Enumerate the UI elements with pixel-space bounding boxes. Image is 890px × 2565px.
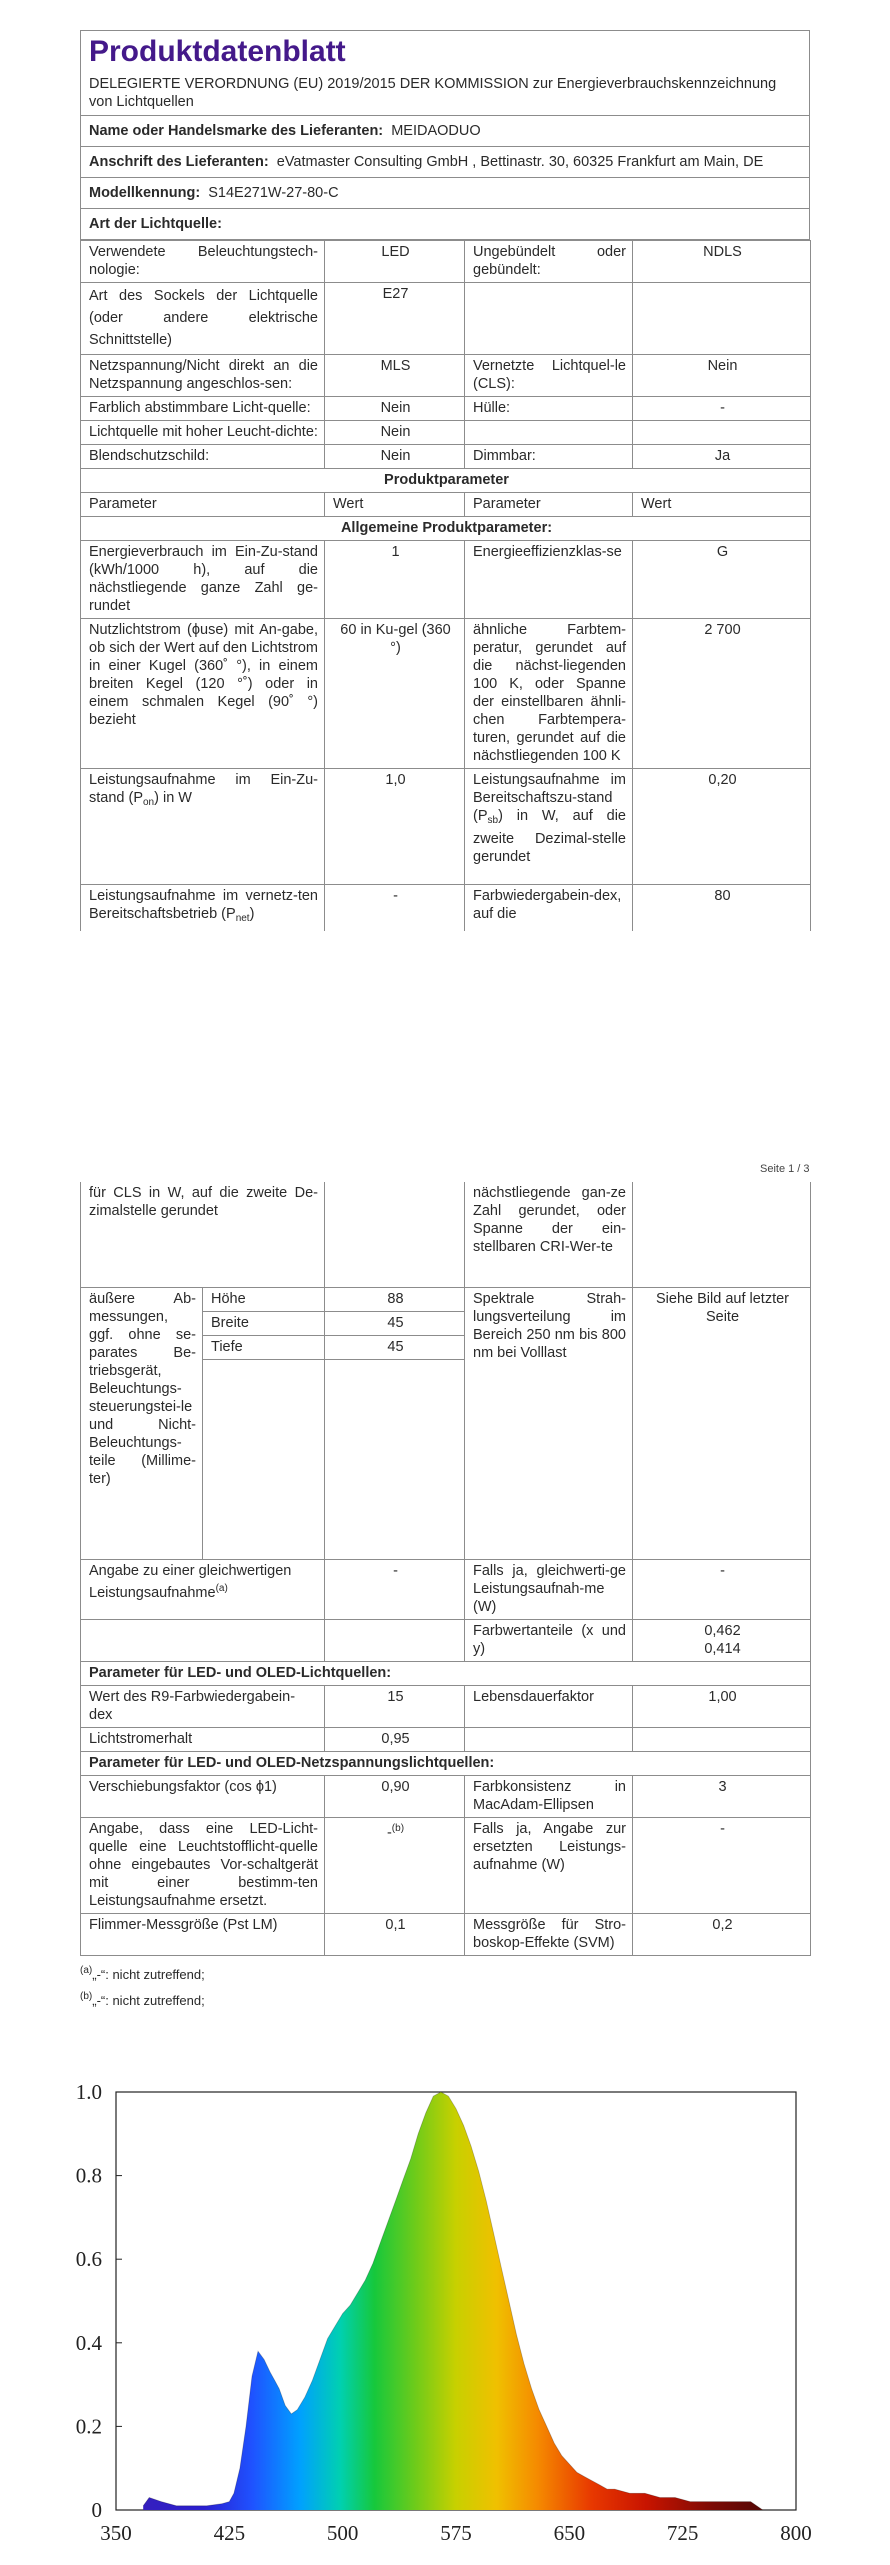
empty-cell (633, 1182, 811, 1288)
chromaticity-y: 0,414 (704, 1641, 741, 1657)
spectrum-chart-svg (60, 2070, 820, 2560)
width-label: Breite (203, 1312, 325, 1336)
model-row (81, 178, 810, 209)
networked-standby-label (81, 885, 325, 932)
supplier-name-row (81, 116, 810, 147)
tech-value: LED (325, 241, 465, 283)
replacement-claim-value (325, 1818, 465, 1914)
standby-power-value: 0,20 (633, 769, 811, 885)
networked-standby-unit: ) (249, 906, 255, 922)
spectrum-area (143, 2092, 763, 2510)
power-factor-label: Verschiebungsfaktor (cos ϕ1) (81, 1776, 325, 1818)
depth-label: Tiefe (203, 1336, 325, 1360)
dimmable-label: Dimmbar: (465, 445, 633, 469)
light-source-table (80, 240, 811, 931)
supplier-address-label: Anschrift des Lieferanten: (89, 154, 269, 170)
equivalent-power-w-value: - (633, 1560, 811, 1620)
led-params-title: Parameter für LED- und OLED-Lichtquellen: (81, 1662, 811, 1686)
empty-cell (325, 1360, 465, 1560)
dimensions-label: äußere Ab-messungen, ggf. ohne se-parates Be-triebsgerät, Beleuchtungs-steuerungstei-le und Nicht-Beleuchtungs-teile (Millime-ter) (81, 1288, 203, 1560)
page-title: Produktdatenblatt (81, 31, 810, 72)
footnote-b-ref: (b) (391, 1823, 405, 1834)
lumen-maintenance-value: 0,95 (325, 1728, 465, 1752)
footnote-a-mark: (a) (80, 1965, 93, 1976)
height-label: Höhe (203, 1288, 325, 1312)
chromaticity-label: Farbwertanteile (x und y) (465, 1620, 633, 1662)
efficiency-class-label: Energieeffizienzklas-se (465, 541, 633, 619)
col-header-parameter: Parameter (81, 493, 325, 517)
cri-label-cont: nächstliegende gan-ze Zahl gerundet, oder Spanne der ein-stellbaren CRI-Wer-te (465, 1182, 633, 1288)
regulation-text: DELEGIERTE VERORDNUNG (EU) 2019/2015 DER KOMMISSION zur Energieverbrauchskennzeichnung von Lichtquellen (81, 71, 810, 116)
standby-power-label (465, 769, 633, 885)
empty-cell (465, 1728, 633, 1752)
chart-marks (143, 2092, 763, 2510)
directional-value: NDLS (633, 241, 811, 283)
networked-standby-text: Leistungsaufnahme im vernetz-ten Bereitschaftsbetrieb (P (89, 888, 318, 922)
stroboscopic-metric-label: Messgröße für Stro-boskop-Effekte (SVM) (465, 1914, 633, 1956)
x-tick-label: 725 (666, 2521, 699, 2545)
replaced-power-value: - (633, 1818, 811, 1914)
datasheet-page-2 (80, 1182, 810, 2012)
spectrum-chart (60, 2070, 820, 2560)
empty-cell (633, 1728, 811, 1752)
mains-label: Netzspannung/Nicht direkt an die Netzspannung angeschlos-sen: (81, 355, 325, 397)
empty-cell (81, 1620, 325, 1662)
energy-consumption-label: Energieverbrauch im Ein-Zu-stand (kWh/1000 h), auf die nächstliegende ganze Zahl ge-rundet (81, 541, 325, 619)
x-tick-label: 500 (326, 2521, 359, 2545)
col-header-parameter: Parameter (465, 493, 633, 517)
replaced-power-label: Falls ja, Angabe zur ersetzten Leistungs-aufnahme (W) (465, 1818, 633, 1914)
x-tick-label: 350 (100, 2521, 132, 2545)
envelope-value: - (633, 397, 811, 421)
spectral-distribution-value: Siehe Bild auf letzter Seite (633, 1288, 811, 1560)
supplier-address-row (81, 147, 810, 178)
cct-value: 2 700 (633, 619, 811, 769)
standby-power-unit: ) in W, auf die zweite Dezimal-stelle gerundet (473, 808, 626, 865)
lumen-maintenance-label: Lichtstromerhalt (81, 1728, 325, 1752)
colour-consistency-value: 3 (633, 1776, 811, 1818)
footnotes (80, 1960, 810, 2012)
col-header-value: Wert (633, 493, 811, 517)
page-number: Seite 1 / 3 (760, 1163, 810, 1175)
flicker-metric-label: Flimmer-Messgröße (Pst LM) (81, 1914, 325, 1956)
x-tick-label: 425 (213, 2521, 246, 2545)
supplier-name-label: Name oder Handelsmarke des Lieferanten: (89, 123, 384, 139)
socket-value: E27 (325, 283, 465, 355)
empty-cell (465, 283, 633, 355)
y-tick-label: 0.2 (75, 2414, 102, 2439)
y-tick-label: 0.8 (75, 2163, 102, 2188)
mains-value: MLS (325, 355, 465, 397)
r9-label: Wert des R9-Farbwiedergabein-dex (81, 1686, 325, 1728)
footnote-b (80, 1986, 810, 2012)
on-mode-power-value: 1,0 (325, 769, 465, 885)
empty-cell (465, 421, 633, 445)
cri-label: Farbwiedergabein-dex, auf die (465, 885, 633, 932)
colour-consistency-label: Farbkonsistenz in MacAdam-Ellipsen (465, 1776, 633, 1818)
survival-factor-label: Lebensdauerfaktor (465, 1686, 633, 1728)
networked-standby-label-cont: für CLS in W, auf die zweite De-zimalstelle gerundet (81, 1182, 325, 1288)
spectral-distribution-label: Spektrale Strah-lungsverteilung im Bereich 250 nm bis 800 nm bei Volllast (465, 1288, 633, 1560)
on-mode-power-subscript: on (143, 797, 155, 808)
footnote-a-text: „-“: nicht zutreffend; (92, 1967, 205, 1982)
empty-cell (325, 1620, 465, 1662)
power-factor-value: 0,90 (325, 1776, 465, 1818)
flicker-metric-value: 0,1 (325, 1914, 465, 1956)
high-luminance-value: Nein (325, 421, 465, 445)
x-tick-label: 575 (440, 2521, 472, 2545)
footnote-b-mark: (b) (80, 1991, 93, 2002)
stroboscopic-metric-value: 0,2 (633, 1914, 811, 1956)
connected-value: Nein (633, 355, 811, 397)
y-tick-label: 0 (91, 2498, 102, 2522)
empty-cell (633, 283, 811, 355)
equivalent-power-w-label: Falls ja, gleichwerti-ge Leistungsaufnah-me (W) (465, 1560, 633, 1620)
dimmable-value: Ja (633, 445, 811, 469)
supplier-address-value: eVatmaster Consulting GmbH , Bettinastr. 30, 60325 Frankfurt am Main, DE (276, 154, 764, 170)
x-tick-label: 650 (553, 2521, 586, 2545)
y-tick-label: 0.6 (75, 2247, 102, 2272)
x-tick-label: 800 (780, 2521, 812, 2545)
replacement-claim-dash: - (386, 1825, 392, 1841)
header-table (80, 30, 810, 240)
chromaticity-x: 0,462 (704, 1623, 741, 1639)
directional-label: Ungebündelt oder gebündelt: (465, 241, 633, 283)
footnote-a (80, 1960, 810, 1986)
footnote-b-text: „-“: nicht zutreffend; (92, 1993, 205, 2008)
empty-cell (633, 421, 811, 445)
general-params-title: Allgemeine Produktparameter: (81, 517, 811, 541)
empty-cell (203, 1360, 325, 1560)
useful-flux-label: Nutzlichtstrom (ϕuse) mit An-gabe, ob sich der Wert auf den Lichtstrom in einer Kugel (360˚ °), in einem breiten Kegel (120 °˚) oder in einem schmalen Kegel (90˚ °) bezieht (81, 619, 325, 769)
on-mode-power-label (81, 769, 325, 885)
equivalent-power-label (81, 1560, 325, 1620)
width-value: 45 (325, 1312, 465, 1336)
col-header-value: Wert (325, 493, 465, 517)
y-tick-label: 1.0 (75, 2080, 102, 2104)
product-params-title: Produktparameter (81, 469, 811, 493)
cct-label: ähnliche Farbtem-peratur, gerundet auf die nächst-liegenden 100 K, oder Spanne der einstellbaren ähnli-chen Farbtempera-turen, gerundet auf die nächstliegenden 100 K (465, 619, 633, 769)
high-luminance-label: Lichtquelle mit hoher Leucht-dichte: (81, 421, 325, 445)
tech-label: Verwendete Beleuchtungstech-nologie: (81, 241, 325, 283)
model-value: S14E271W-27-80-C (208, 185, 339, 201)
connected-label: Vernetzte Lichtquel-le (CLS): (465, 355, 633, 397)
model-label: Modellkennung: (89, 185, 201, 201)
product-params-continued-table (80, 1182, 811, 1956)
on-mode-power-text: Leistungsaufnahme im Ein-Zu-stand (P (89, 772, 318, 806)
y-tick-label: 0.4 (75, 2330, 102, 2355)
mains-led-params-title: Parameter für LED- und OLED-Netzspannungslichtquellen: (81, 1752, 811, 1776)
socket-label: Art des Sockels der Lichtquelle (oder andere elektrische Schnittstelle) (81, 283, 325, 355)
cri-value: 80 (633, 885, 811, 932)
efficiency-class-value: G (633, 541, 811, 619)
standby-power-subscript: sb (487, 815, 499, 826)
light-source-section-title: Art der Lichtquelle: (81, 209, 810, 240)
empty-cell (325, 1182, 465, 1288)
equivalent-power-text: Angabe zu einer gleichwertigen Leistungsaufnahme (89, 1563, 292, 1601)
equivalent-power-value: - (325, 1560, 465, 1620)
replacement-claim-label: Angabe, dass eine LED-Licht-quelle eine Leuchtstofflicht-quelle ohne eingebautes Vor-schaltgerät mit einer bestimm-ten Leistungsaufnahme ersetzt. (81, 1818, 325, 1914)
r9-value: 15 (325, 1686, 465, 1728)
networked-standby-value: - (325, 885, 465, 932)
footnote-a-ref: (a) (215, 1583, 228, 1594)
colour-tunable-label: Farblich abstimmbare Licht-quelle: (81, 397, 325, 421)
depth-value: 45 (325, 1336, 465, 1360)
chromaticity-value (633, 1620, 811, 1662)
standby-power-text: Leistungsaufnahme im Bereitschaftszu-stand (P (473, 772, 626, 824)
height-value: 88 (325, 1288, 465, 1312)
energy-consumption-value: 1 (325, 541, 465, 619)
anti-glare-value: Nein (325, 445, 465, 469)
on-mode-power-unit: ) in W (154, 790, 192, 806)
anti-glare-label: Blendschutzschild: (81, 445, 325, 469)
colour-tunable-value: Nein (325, 397, 465, 421)
supplier-name-value: MEIDAODUO (391, 123, 481, 139)
networked-standby-subscript: net (235, 913, 250, 924)
survival-factor-value: 1,00 (633, 1686, 811, 1728)
envelope-label: Hülle: (465, 397, 633, 421)
datasheet-page-1 (80, 30, 810, 931)
useful-flux-value: 60 in Ku-gel (360 °) (325, 619, 465, 769)
